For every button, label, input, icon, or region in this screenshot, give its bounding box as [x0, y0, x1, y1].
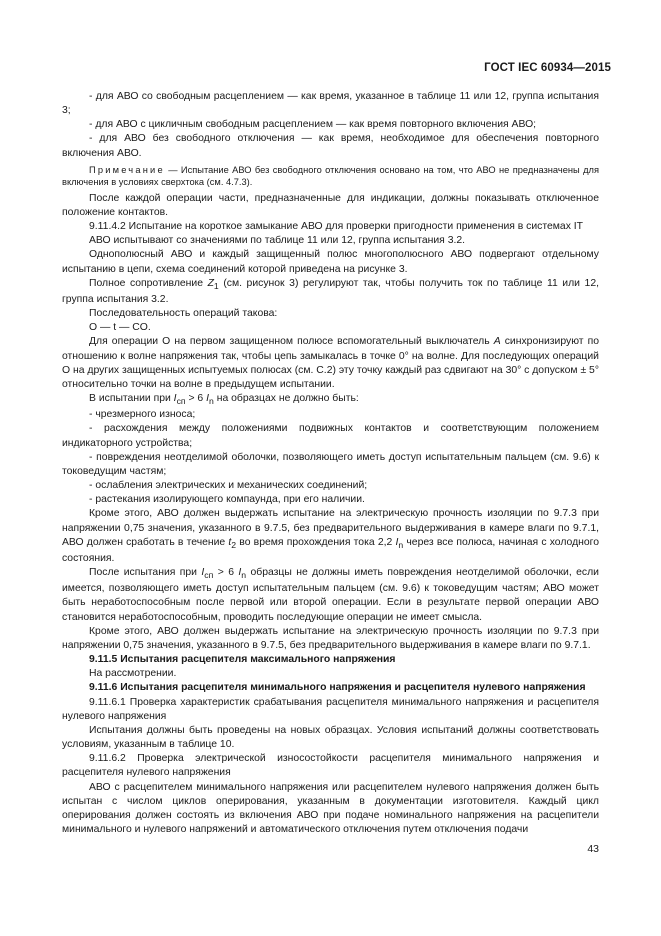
- note-label: Примечание: [89, 164, 165, 175]
- formula-subscript: сп: [204, 570, 214, 581]
- paragraph: [62, 566, 599, 625]
- paragraph: O — t — CO.: [89, 322, 151, 334]
- text-run: Для операции О на первом защищенном полюсе вспомогательный выключатель: [89, 336, 494, 348]
- formula-symbol: I: [395, 536, 399, 548]
- text-run: После испытания при: [89, 567, 202, 579]
- formula-subscript: сп: [176, 396, 186, 407]
- formula-symbol: t: [228, 536, 232, 548]
- text-run: Полное сопротивление: [89, 277, 208, 289]
- formula-symbol: Z: [207, 277, 214, 289]
- document-header: ГОСТ IEC 60934—2015: [484, 62, 611, 74]
- paragraph: Однополюсный АВО и каждый защищенный полюс многополюсного АВО подвергают отдельному испытанию в цепи, схема соединений которой приведена на рисунке 3.: [62, 249, 599, 275]
- formula-subscript: 1: [213, 280, 219, 291]
- paragraph: После каждой операции части, предназначенные для индикации, должны показывать отключенное положение контактов.: [62, 192, 599, 218]
- formula-symbol: I: [201, 567, 205, 579]
- text-run: (см. рисунок 3) регулируют так, чтобы получить ток по таблице 11 или 12, группа испытания 3.2.: [62, 277, 599, 305]
- list-item: - повреждения неотделимой оболочки, позволяющего иметь доступ испытательным пальцем (см. 9.6) к токоведущим частям;: [62, 451, 599, 477]
- formula-subscript: n: [398, 539, 404, 550]
- paragraph: [62, 392, 599, 408]
- paragraph: На рассмотрении.: [89, 668, 177, 680]
- text-run: во время прохождения тока 2,2: [236, 536, 396, 548]
- paragraph: Кроме этого, АВО должен выдержать испытание на электрическую прочность изоляции по 9.7.3 при напряжении 0,75 значения, указанного в 9.7.5, без предварительного выдерживания в камере влаги по 9.7.1.: [62, 625, 599, 651]
- paragraph: Последовательность операций такова:: [89, 308, 278, 320]
- text-run: на образцах не должно быть:: [213, 393, 359, 405]
- text-run: В испытании при: [89, 393, 174, 405]
- page-number: 43: [587, 843, 599, 855]
- formula-symbol: I: [173, 393, 177, 405]
- text-run: синхронизируют по отношению к волне напряжения так, чтобы цепь замыкалась в точке 0° на волне. Для последующих операций О на других защищенных испытуемых полюсах (см. С.2) эту точку каждый раз сдвигают на 30° с допуском ± 5° относительно точки на волне в предыдущем испытании.: [62, 336, 599, 390]
- paragraph: - для АВО со свободным расцеплением — как время, указанное в таблице 11 или 12, группа испытания 3;: [62, 91, 599, 117]
- paragraph: АВО с расцепителем минимального напряжения или расцепителем нулевого напряжения должен быть испытан с числом циклов оперирования, указанным в документации изготовителя. Каждый цикл оперирования должен состоять из включения АВО при подаче номинального напряжения на расцепители минимального и нулевого напряжений и автоматического отключения путем отключения подачи: [62, 781, 599, 835]
- paragraph: [62, 277, 599, 307]
- formula-subscript: n: [208, 396, 214, 407]
- formula-symbol: I: [206, 393, 209, 405]
- formula-symbol: A: [493, 336, 501, 348]
- paragraph: АВО испытывают со значениями по таблице 11 или 12, группа испытания 3.2.: [89, 235, 466, 247]
- note-text: — Испытание АВО без свободного отключения основано на том, что АВО не предназначены для включения в условиях сверхтока (см. 4.7.3).: [62, 164, 599, 188]
- text-run: через все полюса, начиная с холодного состояния.: [62, 536, 599, 564]
- document-body: [62, 90, 599, 837]
- list-item: - ослабления электрических и механических соединений;: [89, 480, 368, 492]
- text-run: > 6: [185, 393, 207, 405]
- paragraph: Испытания должны быть проведены на новых образцах. Условия испытаний должны соответствовать условиям, указанным в таблице 10.: [62, 724, 599, 751]
- section-heading: 9.11.4.2 Испытание на короткое замыкание АВО для проверки пригодности применения в системах IT: [89, 221, 584, 233]
- section-heading: 9.11.6 Испытания расцепителя минимального напряжения и расцепителя нулевого напряжения: [89, 682, 586, 694]
- list-item: - чрезмерного износа;: [89, 409, 196, 421]
- subsection-heading: 9.11.6.2 Проверка электрической износостойкости расцепителя минимального напряжения и расцепителя нулевого напряжения: [62, 753, 599, 779]
- text-run: образцы не должны иметь повреждения неотделимой оболочки, если имеется, позволяющего иметь доступ испытательным пальцем (см. 9.6) к токоведущим частям; АВО может быть неработоспособным после первой или второй операции. Если в результате первой операции АВО становится неработоспособным, проводить последующие операции не имеет смысла.: [62, 567, 599, 623]
- formula-symbol: I: [238, 567, 242, 579]
- note: [62, 164, 599, 189]
- section-heading: 9.11.5 Испытания расцепителя максимального напряжения: [89, 654, 396, 666]
- text-run: > 6: [213, 567, 239, 579]
- paragraph: [62, 507, 599, 566]
- subsection-heading: 9.11.6.1 Проверка характеристик срабатывания расцепителя минимального напряжения и расцепителя нулевого напряжения: [62, 696, 599, 722]
- paragraph: [62, 335, 599, 392]
- paragraph: - для АВО с цикличным свободным расцеплением — как время повторного включения АВО;: [89, 119, 537, 131]
- formula-subscript: 2: [231, 539, 237, 550]
- formula-subscript: n: [241, 570, 247, 581]
- list-item: - расхождения между положениями подвижных контактов и соответствующим положением индикаторного устройства;: [62, 423, 599, 449]
- paragraph: - для АВО без свободного отключения — как время, необходимое для обеспечения повторного включения АВО.: [62, 133, 599, 159]
- list-item: - растекания изолирующего компаунда, при его наличии.: [89, 494, 365, 506]
- text-run: Кроме этого, АВО должен выдержать испытание на электрическую прочность изоляции по 9.7.3 при напряжении 0,75 значения, указанного в 9.7.5, без предварительного выдерживания в камере влаги по 9.7.1, АВО должен сработать в течение: [62, 508, 599, 548]
